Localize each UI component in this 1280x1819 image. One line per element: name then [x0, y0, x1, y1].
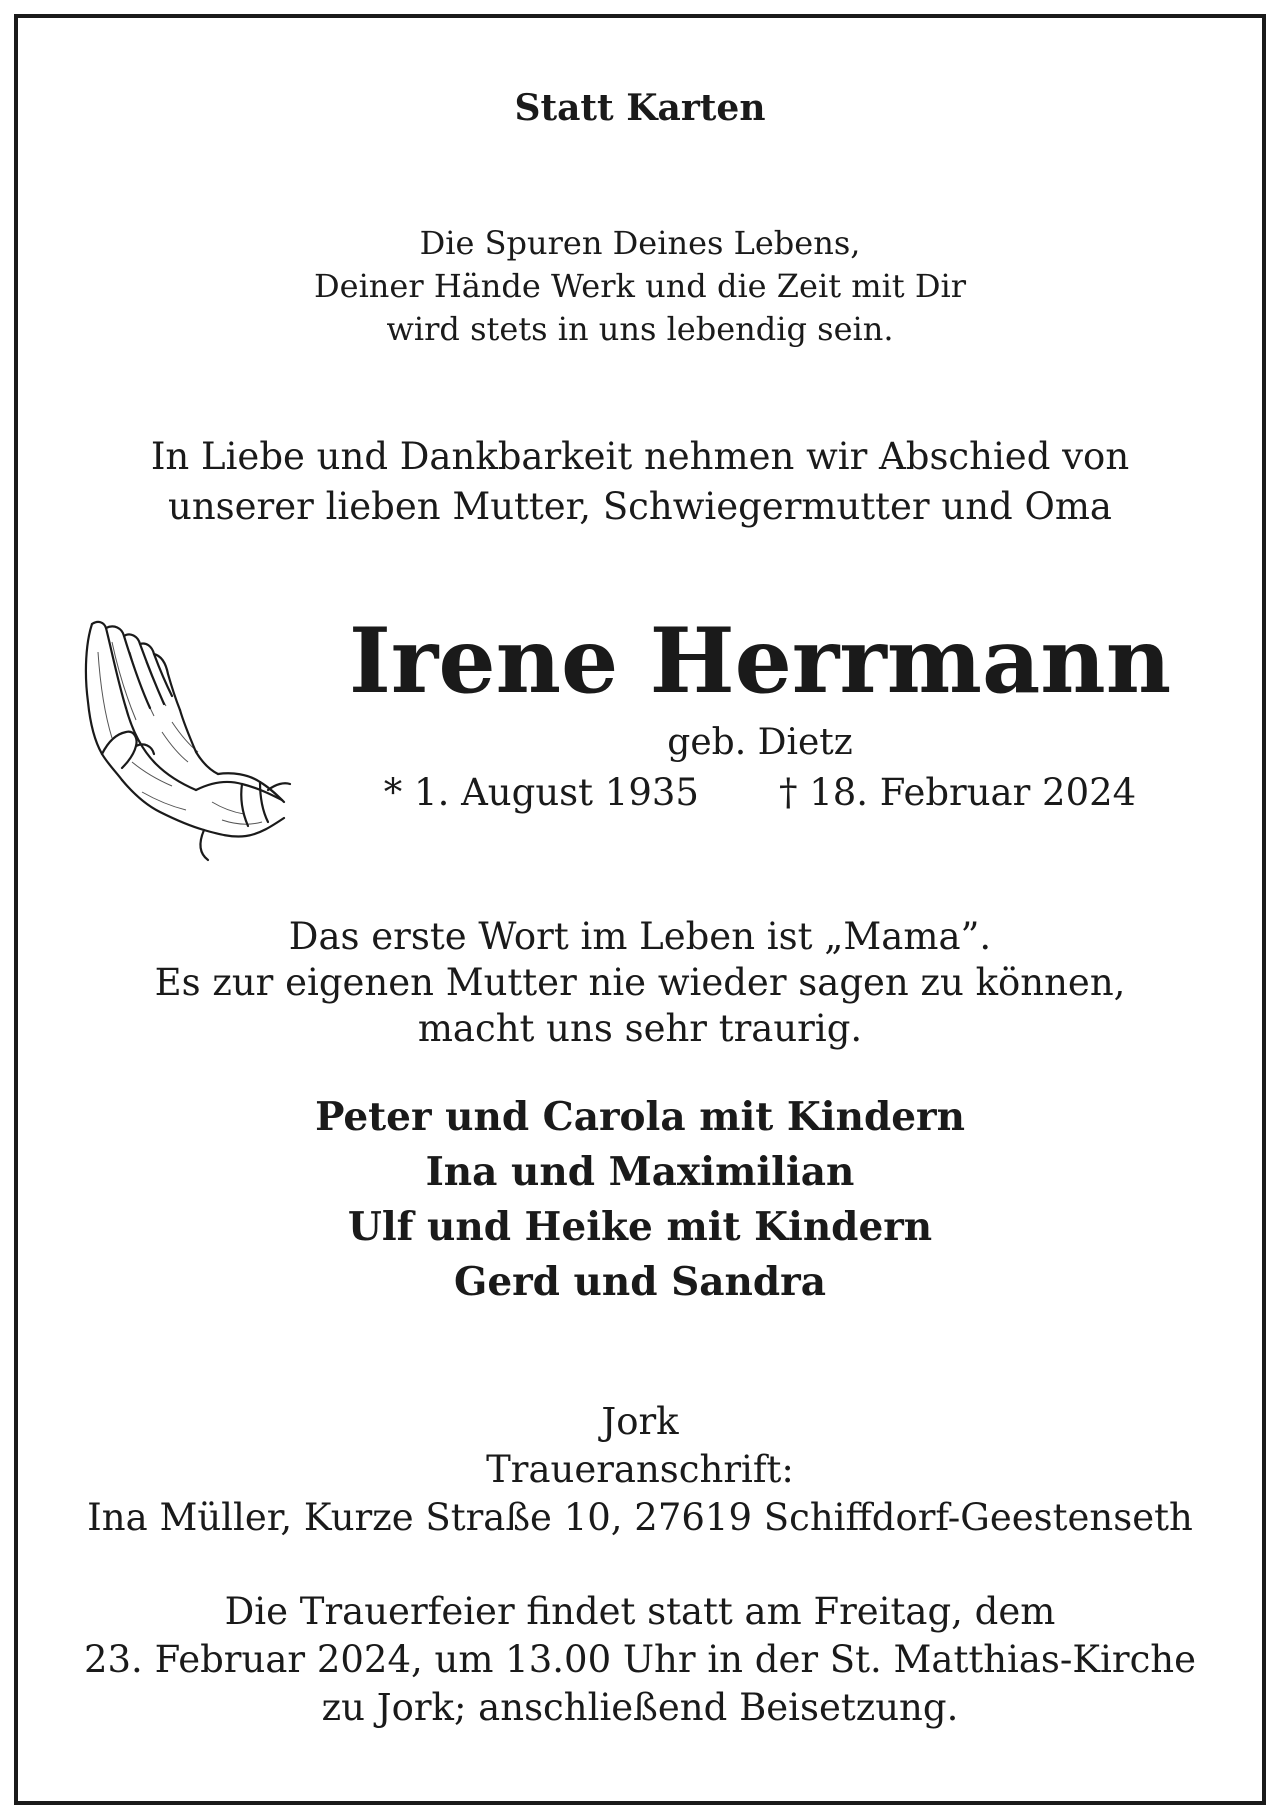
heading-text: Statt Karten: [514, 87, 766, 129]
death-date: † 18. Februar 2024: [778, 771, 1137, 814]
deceased-block: [340, 606, 1180, 818]
address-line: Ina Müller, Kurze Straße 10, 27619 Schiffdorf-Geestenseth: [87, 1496, 1193, 1539]
praying-hands-icon: [72, 612, 292, 862]
notice-heading: [0, 86, 1280, 130]
intro-line: In Liebe und Dankbarkeit nehmen wir Abschied von: [150, 435, 1130, 478]
mourning-address: [0, 1398, 1280, 1542]
service-info: [0, 1588, 1280, 1732]
quote-text: [0, 914, 1280, 1052]
birth-date: * 1. August 1935: [383, 771, 699, 814]
quote-line: macht uns sehr traurig.: [417, 1007, 863, 1050]
poem-line: Die Spuren Deines Lebens,: [419, 224, 861, 262]
birth-name: geb. Dietz: [667, 722, 853, 763]
poem-line: Deiner Hände Werk und die Zeit mit Dir: [313, 267, 967, 305]
poem-line: wird stets in uns lebendig sein.: [386, 310, 894, 348]
intro-text: [0, 432, 1280, 532]
service-line: Die Trauerfeier findet statt am Freitag, dem: [224, 1590, 1056, 1633]
deceased-name: Irene Herrmann: [348, 608, 1172, 714]
mourner-entry: Ina und Maximilian: [425, 1149, 855, 1195]
address-line: Jork: [601, 1400, 679, 1443]
quote-line: Das erste Wort im Leben ist „Mama”.: [288, 915, 992, 958]
service-line: zu Jork; anschließend Beisetzung.: [321, 1686, 959, 1729]
mourners-list: [0, 1090, 1280, 1310]
service-line: 23. Februar 2024, um 13.00 Uhr in der St. Matthias-Kirche: [83, 1638, 1197, 1681]
mourner-entry: Peter und Carola mit Kindern: [315, 1094, 965, 1140]
mourner-entry: Gerd und Sandra: [454, 1259, 826, 1305]
life-dates: [340, 768, 1180, 818]
poem: [0, 222, 1280, 351]
quote-line: Es zur eigenen Mutter nie wieder sagen zu können,: [154, 961, 1126, 1004]
intro-line: unserer lieben Mutter, Schwiegermutter und Oma: [168, 485, 1112, 528]
address-line: Traueranschrift:: [486, 1448, 794, 1491]
mourner-entry: Ulf und Heike mit Kindern: [347, 1204, 933, 1250]
